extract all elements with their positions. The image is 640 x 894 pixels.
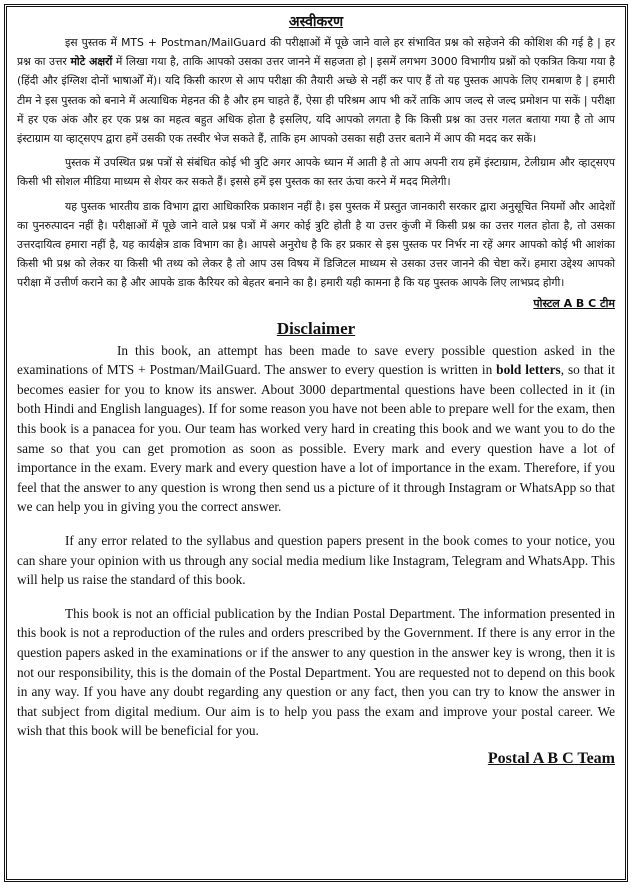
english-p1-text-a: In this book, an attempt has been made to save every possible question asked in the examinations of MTS + Postman/MailGuard. The answer to every question is written in (17, 342, 615, 378)
hindi-paragraph-3: यह पुस्तक भारतीय डाक विभाग द्वारा आधिकारिक प्रकाशन नहीं है। इस पुस्तक में प्रस्तुत जानकारी सरकार द्वारा अनुसूचित नियमों और आदेशों का पुनरुत्पादन नहीं है। परीक्षाओं में पूछे जाने वाले प्रश्न पत्रों में अगर कोई त्रुटि होती है या उत्तर कुंजी में किसी प्रश्न का उत्तर गलत होता है, तो उसका उत्तरदायित्व हमारा नहीं है, यह कार्यक्षेत्र डाक विभाग का है। आपसे अनुरोध है कि हर प्रकार से इस पुस्तक पर निर्भर ना रहें अगर आपको कोई भी आशंका किसी भी प्रश्न को लेकर या किसी भी तथ्य को लेकर है तो आप उस विषय में डिजिटल माध्यम से उसका उत्तर जानने की चेष्टा करें। हमारा उद्देश्य आपको परीक्षा में उत्तीर्ण कराने का है और आपके डाक कैरियर को बेहतर बनाने का है। हमारी यही कामना है कि यह पुस्तक आपके लिए लाभप्रद होगी। (17, 199, 615, 290)
english-paragraph-1 (17, 341, 615, 517)
hindi-paragraph-2: पुस्तक में उपस्थित प्रश्न पत्रों से संबंधित कोई भी त्रुटि अगर आपके ध्यान में आती है तो आप अपनी राय हमें इंस्टाग्राम, टेलीग्राम और व्हाट्सएप किसी भी सोशल मीडिया माध्यम से शेयर कर सकते हैं। इससे हमें इस पुस्तक का स्तर ऊंचा करने में मदद मिलेगी। (17, 156, 615, 189)
hindi-p1-text-a: इस पुस्तक में MTS + Postman/MailGuard की परीक्षाओं में पूछे जाने वाले हर संभावित प्रश्न को सहेजने की कोशिश की गई है | हर प्रश्न का उत्तर (17, 36, 615, 69)
hindi-paragraph-1 (17, 33, 615, 148)
english-paragraph-3: This book is not an official publication by the Indian Postal Department. The information presented in this book is not a reproduction of the rules and orders prescribed by the Government. If there is any error in the question papers asked in the examinations or if the answer to any question in the answer key is wrong, then it is not our responsibility, this is the domain of the Postal Department. You are requested not to depend on this book in any way. If you have any doubt regarding any question or any fact, then you can try to know the answer in that subject from digital medium. Our aim is to help you pass the exam and improve your postal career. We wish that this book will be beneficial for you. (17, 605, 615, 739)
english-p1-bold: bold letters (496, 362, 561, 378)
hindi-p1-bold: मोटे अक्षरों (70, 55, 113, 69)
hindi-p1-text-b: में लिखा गया है, ताकि आपको उसका उत्तर जानने में सहजता हो | इसमें लगभग 3000 विभागीय प्रश्नों को एकत्रित किया गया है (हिंदी और इंग्लिश दोनों भाषाओँ में)। यदि किसी कारण से आप परीक्षा की तैयारी अच्छे से नहीं कर पाए हैं तो यह पुस्तक आपके लिए रामबाण है | हमारी टीम ने इस पुस्तक को बनाने में अत्याधिक मेहनत की है और हम चाहते हैं, ऐसा ही परिश्रम आप भी करें ताकि आप जल्द से जल्द प्रमोशन पा सकें | परीक्षा में हर एक अंक और हर एक प्रश्न का महत्व बहुत अधिक होता है इसलिए, यदि आपको लगता है कि किसी प्रश्न का उत्तर गलत बताया गया है तो आप इंस्टाग्राम या व्हाट्सएप द्वारा हमें उसकी एक तस्वीर भेज सकते हैं, ताकि हम आपको उसका सही उत्तर बताने में आप की मदद कर सकें। (17, 55, 616, 146)
english-p1-text-b: , so that it becomes easier for you to know its answer. About 3000 departmental questions have been collected in it (in both Hindi and English languages). If for some reason you have not been able to prepare well for the exam, then this book is a panacea for you. Our team has worked very hard in creating this book and we want you to do the same so that you can get promotion as soon as possible. Every mark and every question have a lot of importance in the exam. Every mark and every question have a lot of importance in the exam. Therefore, if you feel that the answer to any question is wrong then send us a picture of it through Instagram or WhatsApp so that we can help you in giving you the correct answer. (17, 362, 615, 515)
disclaimer-page (4, 4, 628, 882)
hindi-title: अस्वीकरण (288, 14, 344, 30)
hindi-signature: पोस्टल A B C टीम (533, 296, 615, 310)
english-paragraph-2: If any error related to the syllabus and question papers present in the book comes to your notice, you can share your opinion with us through any social media medium like Instagram, Telegram and WhatsApp. This will help us raise the standard of this book. (17, 532, 615, 588)
english-title: Disclaimer (276, 318, 356, 338)
english-signature: Postal A B C Team (487, 749, 615, 767)
